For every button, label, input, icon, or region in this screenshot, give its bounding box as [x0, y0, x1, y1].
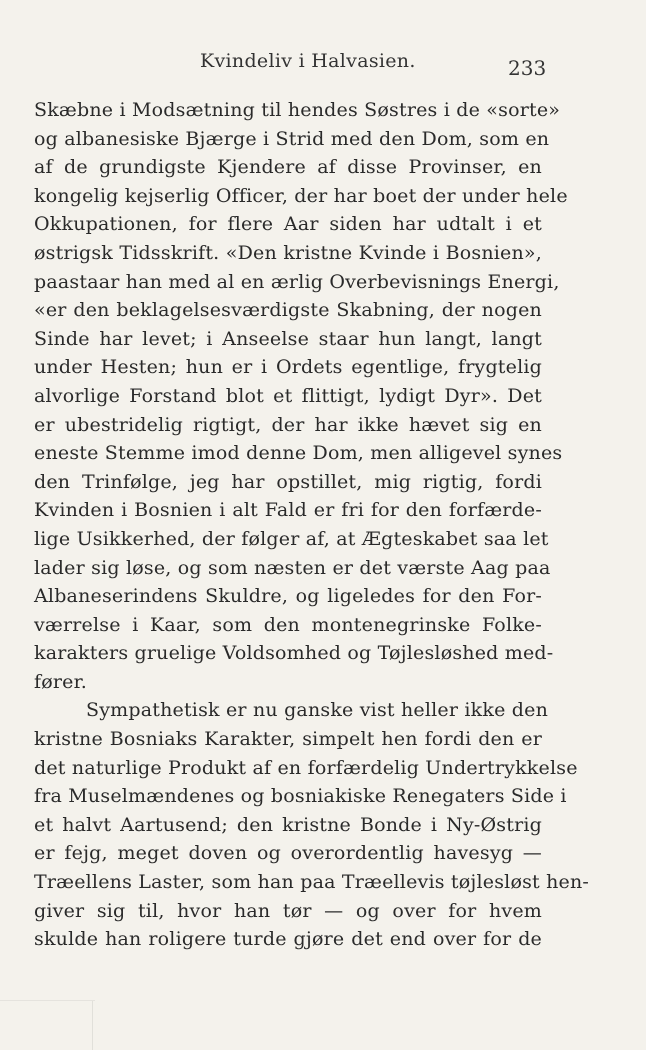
- text-line: paastaar han med al en ærlig Overbevisnings Energi,: [34, 270, 560, 293]
- text-line: karakters gruelige Voldsomhed og Tøjlesløshed med-: [34, 642, 554, 665]
- text-line: værrelse i Kaar, som den montenegrinske Folke-: [34, 613, 542, 636]
- text-line: østrigsk Tidsskrift. «Den kristne Kvinde i Bosnien»,: [34, 241, 542, 264]
- text-line: fra Muselmændenes og bosniakiske Renegaters Side i: [34, 785, 567, 808]
- text-line: alvorlige Forstand blot et flittigt, lydigt Dyr». Det: [34, 384, 542, 407]
- text-line: lader sig løse, og som næsten er det værste Aag paa: [34, 556, 551, 579]
- text-line: det naturlige Produkt af en forfærdelig Undertrykkelse: [34, 756, 578, 779]
- text-line: Træellens Laster, som han paa Træellevis tøjlesløst hen-: [34, 871, 590, 894]
- text-line: Kvinden i Bosnien i alt Fald er fri for den forfærde-: [34, 499, 542, 522]
- text-line: et halvt Aartusend; den kristne Bonde i Ny-Østrig: [34, 813, 542, 836]
- text-line: Sympathetisk er nu ganske vist heller ikke den: [86, 699, 549, 722]
- text-line: er fejg, meget doven og overordentlig havesyg —: [34, 842, 542, 865]
- text-line: eneste Stemme imod denne Dom, men alligevel synes: [34, 442, 563, 465]
- text-line: den Trinfølge, jeg har opstillet, mig rigtig, fordi: [34, 470, 542, 493]
- text-line: fører.: [34, 670, 88, 693]
- text-line: kongelig kejserlig Officer, der har boet der under hele: [34, 184, 568, 207]
- text-line: Albaneserindens Skuldre, og ligeledes for den For-: [34, 585, 542, 608]
- page-edge-shadow: [0, 1000, 95, 1050]
- text-line: er ubestridelig rigtigt, der har ikke hævet sig en: [34, 413, 542, 436]
- text-line: lige Usikkerhed, der følger af, at Ægteskabet saa let: [34, 527, 549, 550]
- text-line: og albanesiske Bjærge i Strid med den Dom, som en: [34, 127, 550, 150]
- text-line: Skæbne i Modsætning til hendes Søstres i de «sorte»: [34, 99, 561, 121]
- text-line: «er den beklagelsesværdigste Skabning, der nogen: [34, 299, 542, 322]
- text-line: Okkupationen, for flere Aar siden har udtalt i et: [34, 213, 542, 236]
- body-text: [34, 96, 590, 954]
- text-line: Sinde har levet; i Anseelse staar hun langt, langt: [34, 327, 542, 350]
- running-head: [0, 50, 646, 80]
- page-number: 233: [508, 56, 547, 80]
- text-line: giver sig til, hvor han tør — og over for hvem: [34, 899, 542, 922]
- text-line: skulde han roligere turde gjøre det end over for de: [34, 928, 542, 951]
- running-title: Kvindeliv i Halvasien.: [200, 50, 416, 72]
- text-line: af de grundigste Kjendere af disse Provinser, en: [34, 156, 542, 179]
- text-line: under Hesten; hun er i Ordets egentlige, frygtelig: [34, 356, 542, 379]
- text-line: kristne Bosniaks Karakter, simpelt hen fordi den er: [34, 728, 542, 751]
